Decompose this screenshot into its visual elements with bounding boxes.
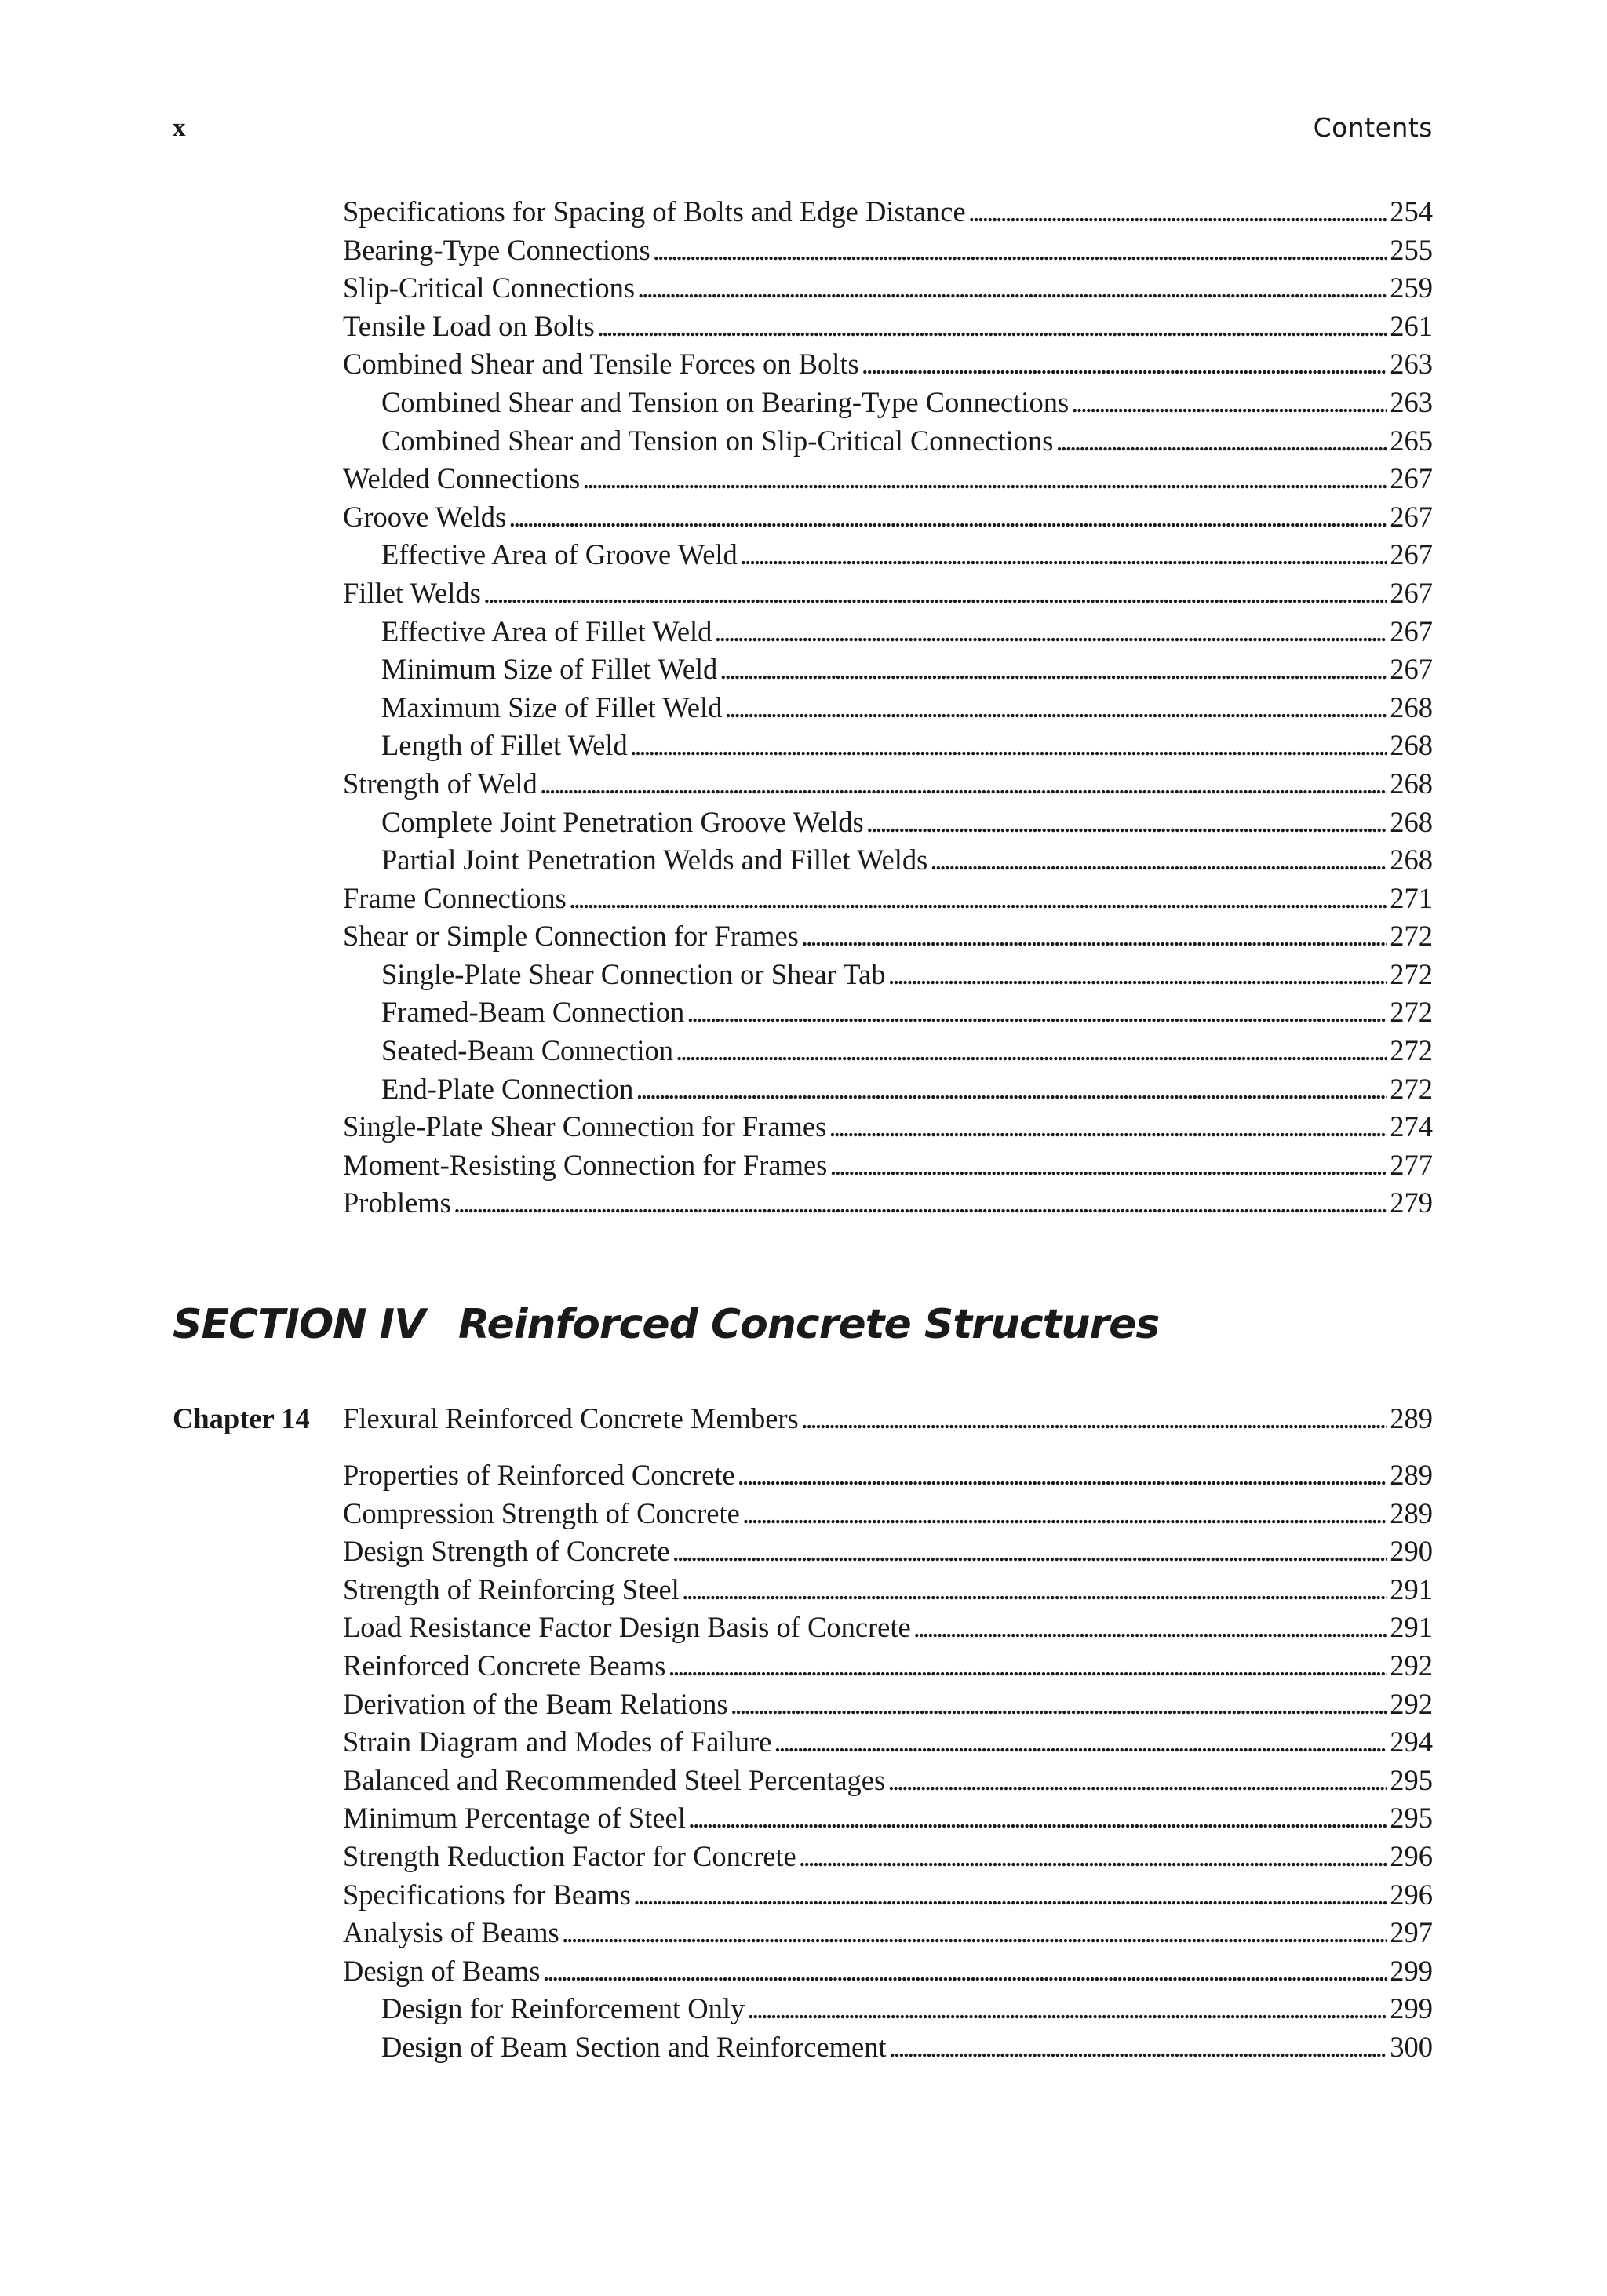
toc-entry-title: Length of Fillet Weld <box>381 729 628 762</box>
toc-entry-title: Design of Beam Section and Reinforcement <box>381 2030 887 2063</box>
dot-leader <box>668 1647 1387 1686</box>
page-number: x <box>173 114 186 142</box>
dot-leader <box>887 956 1387 994</box>
toc-entry-title: Tensile Load on Bolts <box>343 309 595 342</box>
dot-leader <box>569 880 1387 918</box>
toc-entry-page: 295 <box>1390 1802 1433 1835</box>
toc-entry-page: 291 <box>1390 1573 1433 1605</box>
chapter-page-number: 289 <box>1390 1402 1433 1434</box>
toc-entry[interactable] <box>343 993 1433 1032</box>
toc-entry-page: 267 <box>1390 653 1433 686</box>
toc-entry-page: 268 <box>1390 805 1433 838</box>
toc-entry[interactable] <box>343 2028 1433 2067</box>
toc-entry-title: Fillet Welds <box>343 576 481 609</box>
dot-leader <box>508 498 1387 537</box>
toc-entry-title: Combined Shear and Tension on Slip-Critical Connections <box>381 424 1054 457</box>
toc-entry-title: End-Plate Connection <box>381 1072 634 1105</box>
dot-leader <box>597 308 1387 346</box>
dot-leader <box>630 727 1387 765</box>
toc-entry-title: Effective Area of Groove Weld <box>381 538 738 571</box>
dot-leader <box>540 765 1387 804</box>
dot-leader <box>1071 384 1387 422</box>
dot-leader <box>747 1990 1387 2028</box>
toc-entry-page: 255 <box>1390 233 1433 266</box>
toc-entry-title: Design for Reinforcement Only <box>381 1992 745 2025</box>
section-label: SECTION IV <box>173 1301 425 1348</box>
toc-entry-page: 267 <box>1390 614 1433 647</box>
toc-entry-page: 254 <box>1390 195 1433 228</box>
toc-entry-page: 272 <box>1390 957 1433 990</box>
dot-leader <box>829 1108 1387 1146</box>
toc-entry[interactable] <box>343 1686 1433 1724</box>
toc-entry-page: 271 <box>1390 881 1433 914</box>
toc-entry-title: Design Strength of Concrete <box>343 1535 670 1568</box>
toc-entry-title: Strength of Weld <box>343 767 537 800</box>
dot-leader <box>731 1686 1387 1724</box>
toc-entry-page: 294 <box>1390 1726 1433 1758</box>
toc-entry-title: Derivation of the Beam Relations <box>343 1687 728 1720</box>
toc-upper-list <box>343 193 1433 1223</box>
toc-entry-title: Minimum Size of Fillet Weld <box>381 653 718 686</box>
toc-entry-page: 289 <box>1390 1459 1433 1491</box>
dot-leader <box>724 689 1387 727</box>
toc-entry[interactable] <box>343 1723 1433 1762</box>
toc-entry-page: 297 <box>1390 1916 1433 1949</box>
chapter-title-entry[interactable] <box>343 1400 1433 1438</box>
toc-entry-page: 267 <box>1390 500 1433 533</box>
toc-entry-title: Complete Joint Penetration Groove Welds <box>381 805 864 838</box>
toc-entry-title: Combined Shear and Tensile Forces on Bolts <box>343 348 859 381</box>
toc-entry-title: Minimum Percentage of Steel <box>343 1802 686 1835</box>
toc-entry[interactable] <box>343 1456 1433 1495</box>
toc-entry-title: Frame Connections <box>343 881 567 914</box>
toc-entry-title: Specifications for Spacing of Bolts and Edge Distance <box>343 195 966 228</box>
toc-entry-page: 267 <box>1390 576 1433 609</box>
toc-entry-page: 272 <box>1390 996 1433 1029</box>
toc-entry-title: Partial Joint Penetration Welds and Fillet Welds <box>381 844 928 876</box>
toc-entry-page: 259 <box>1390 272 1433 304</box>
toc-entry[interactable] <box>343 1070 1433 1109</box>
dot-leader <box>653 231 1387 270</box>
toc-entry-page: 267 <box>1390 462 1433 495</box>
toc-entry-page: 263 <box>1390 348 1433 381</box>
toc-entry-title: Framed-Beam Connection <box>381 996 685 1029</box>
toc-entry[interactable] <box>343 1914 1433 1952</box>
toc-entry[interactable] <box>343 804 1433 842</box>
dot-leader <box>483 574 1387 613</box>
toc-entry-page: 268 <box>1390 729 1433 762</box>
dot-leader <box>720 651 1387 689</box>
toc-entry-page: 296 <box>1390 1839 1433 1872</box>
toc-entry-page: 261 <box>1390 309 1433 342</box>
toc-entry[interactable] <box>343 765 1433 804</box>
dot-leader <box>562 1914 1387 1952</box>
dot-leader <box>968 193 1387 231</box>
toc-entry-page: 299 <box>1390 1992 1433 2025</box>
toc-entry-title: Welded Connections <box>343 462 581 495</box>
dot-leader <box>637 269 1387 308</box>
toc-entry-page: 295 <box>1390 1763 1433 1796</box>
toc-entry-page: 265 <box>1390 424 1433 457</box>
dot-leader <box>687 993 1387 1032</box>
toc-entry-title: Load Resistance Factor Design Basis of Concrete <box>343 1611 911 1644</box>
chapter-title: Flexural Reinforced Concrete Members <box>343 1402 799 1434</box>
toc-entry-page: 291 <box>1390 1611 1433 1644</box>
dot-leader <box>740 536 1387 574</box>
toc-entry-page: 268 <box>1390 767 1433 800</box>
toc-entry-title: Single-Plate Shear Connection for Frames <box>343 1110 827 1143</box>
toc-entry-title: Groove Welds <box>343 500 507 533</box>
dot-leader <box>799 1838 1387 1876</box>
dot-leader <box>682 1571 1387 1609</box>
dot-leader <box>676 1032 1387 1070</box>
chapter-entry[interactable] <box>173 1400 1433 1438</box>
toc-entry[interactable] <box>343 613 1433 651</box>
dot-leader <box>1055 422 1387 461</box>
running-head <box>173 108 1433 148</box>
toc-entry[interactable] <box>343 1609 1433 1647</box>
chapter-label: Chapter 14 <box>173 1402 310 1434</box>
toc-entry-page: 272 <box>1390 1034 1433 1067</box>
toc-entry-page: 277 <box>1390 1148 1433 1181</box>
toc-entry-page: 292 <box>1390 1687 1433 1720</box>
toc-entry-title: Design of Beams <box>343 1954 541 1987</box>
toc-entry-title: Problems <box>343 1186 451 1219</box>
toc-entry[interactable] <box>343 498 1433 537</box>
dot-leader <box>738 1456 1387 1495</box>
toc-entry[interactable] <box>343 384 1433 422</box>
toc-entry[interactable] <box>343 1647 1433 1686</box>
toc-entry[interactable] <box>343 727 1433 765</box>
toc-entry-title: Specifications for Beams <box>343 1878 631 1911</box>
dot-leader <box>542 1952 1387 1991</box>
toc-entry-page: 268 <box>1390 844 1433 876</box>
toc-entry-title: Moment-Resisting Connection for Frames <box>343 1148 828 1181</box>
toc-entry[interactable] <box>343 308 1433 346</box>
dot-leader <box>454 1184 1387 1223</box>
toc-entry[interactable] <box>343 956 1433 994</box>
toc-entry-title: Analysis of Beams <box>343 1916 559 1949</box>
dot-leader <box>714 613 1387 651</box>
toc-lower-list <box>343 1456 1433 2067</box>
dot-leader <box>636 1070 1387 1109</box>
toc-entry-page: 272 <box>1390 920 1433 953</box>
toc-entry-page: 290 <box>1390 1535 1433 1568</box>
toc-entry[interactable] <box>343 231 1433 270</box>
toc-entry-title: Single-Plate Shear Connection or Shear Tab <box>381 957 886 990</box>
toc-entry-title: Strength of Reinforcing Steel <box>343 1573 680 1605</box>
toc-entry[interactable] <box>343 1108 1433 1146</box>
toc-entry-page: 272 <box>1390 1072 1433 1105</box>
toc-entry[interactable] <box>343 1838 1433 1876</box>
toc-entry[interactable] <box>343 1184 1433 1223</box>
toc-entry[interactable] <box>343 460 1433 498</box>
toc-entry-page: 300 <box>1390 2030 1433 2063</box>
toc-entry-title: Seated-Beam Connection <box>381 1034 673 1067</box>
toc-entry[interactable] <box>343 1990 1433 2028</box>
toc-entry-title: Reinforced Concrete Beams <box>343 1649 666 1682</box>
toc-entry[interactable] <box>343 1876 1433 1915</box>
dot-leader <box>742 1495 1387 1533</box>
toc-entry-title: Combined Shear and Tension on Bearing-Type Connections <box>381 385 1070 418</box>
toc-entry-title: Slip-Critical Connections <box>343 272 636 304</box>
dot-leader <box>887 1762 1387 1800</box>
dot-leader <box>930 841 1387 880</box>
toc-entry[interactable] <box>343 269 1433 308</box>
dot-leader <box>582 460 1387 498</box>
toc-entry[interactable] <box>343 689 1433 727</box>
toc-entry[interactable] <box>343 917 1433 956</box>
toc-entry-page: 289 <box>1390 1496 1433 1529</box>
dot-leader <box>889 2028 1387 2067</box>
dot-leader <box>801 1400 1387 1438</box>
toc-entry-title: Strain Diagram and Modes of Failure <box>343 1726 772 1758</box>
toc-entry-title: Properties of Reinforced Concrete <box>343 1459 735 1491</box>
toc-entry[interactable] <box>343 536 1433 574</box>
toc-entry[interactable] <box>343 574 1433 613</box>
toc-entry[interactable] <box>343 1146 1433 1185</box>
toc-entry[interactable] <box>343 651 1433 689</box>
toc-entry-title: Bearing-Type Connections <box>343 233 650 266</box>
dot-leader <box>866 804 1387 842</box>
toc-entry-page: 274 <box>1390 1110 1433 1143</box>
toc-entry-title: Shear or Simple Connection for Frames <box>343 920 799 953</box>
dot-leader <box>862 345 1387 384</box>
toc-entry[interactable] <box>343 1032 1433 1070</box>
toc-entry-page: 268 <box>1390 691 1433 723</box>
toc-entry[interactable] <box>343 1571 1433 1609</box>
toc-entry[interactable] <box>343 1495 1433 1533</box>
toc-entry-title: Effective Area of Fillet Weld <box>381 614 712 647</box>
dot-leader <box>801 917 1387 956</box>
toc-entry[interactable] <box>343 345 1433 384</box>
toc-entry[interactable] <box>343 880 1433 918</box>
toc-entry[interactable] <box>343 1799 1433 1838</box>
section-heading <box>173 1293 1159 1356</box>
dot-leader <box>688 1799 1387 1838</box>
section-title: Reinforced Concrete Structures <box>458 1301 1160 1348</box>
toc-entry-page: 299 <box>1390 1954 1433 1987</box>
toc-entry[interactable] <box>343 1762 1433 1800</box>
dot-leader <box>633 1876 1387 1915</box>
toc-entry-title: Strength Reduction Factor for Concrete <box>343 1839 796 1872</box>
running-title: Contents <box>1313 112 1433 143</box>
dot-leader <box>774 1723 1387 1762</box>
toc-entry[interactable] <box>343 422 1433 461</box>
toc-entry-page: 296 <box>1390 1878 1433 1911</box>
toc-entry-page: 292 <box>1390 1649 1433 1682</box>
dot-leader <box>672 1532 1387 1571</box>
dot-leader <box>829 1146 1387 1185</box>
toc-entry-title: Compression Strength of Concrete <box>343 1496 740 1529</box>
toc-entry[interactable] <box>343 1952 1433 1991</box>
toc-entry-page: 267 <box>1390 538 1433 571</box>
toc-entry-title: Balanced and Recommended Steel Percentages <box>343 1763 886 1796</box>
toc-entry[interactable] <box>343 841 1433 880</box>
toc-entry-page: 263 <box>1390 385 1433 418</box>
toc-entry-title: Maximum Size of Fillet Weld <box>381 691 723 723</box>
toc-entry[interactable] <box>343 193 1433 231</box>
toc-entry[interactable] <box>343 1532 1433 1571</box>
dot-leader <box>913 1609 1387 1647</box>
toc-entry-page: 279 <box>1390 1186 1433 1219</box>
